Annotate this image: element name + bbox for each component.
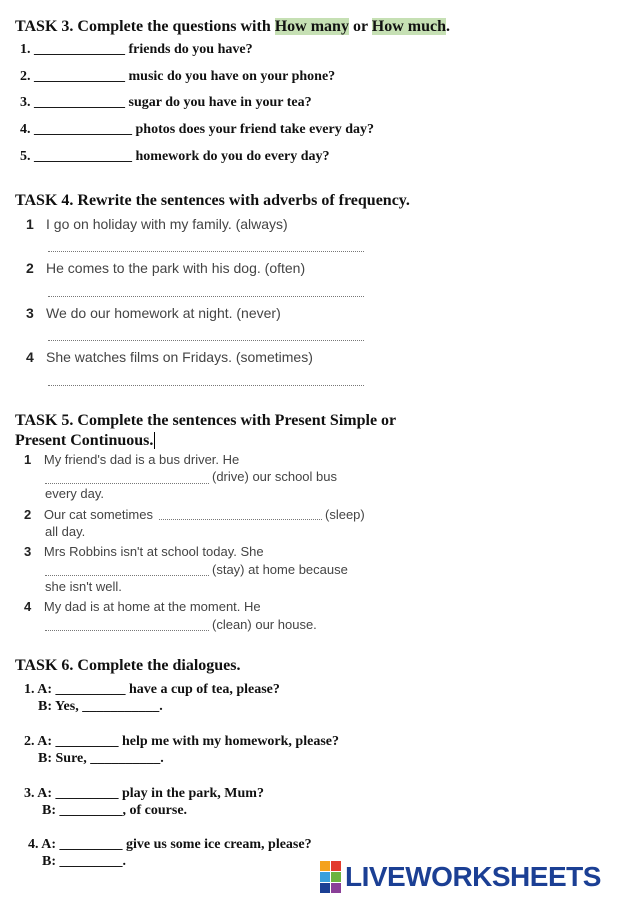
task4-answer-line-2[interactable] — [48, 296, 364, 297]
task5-item-1-line1 — [24, 452, 239, 467]
task5-title-line1: TASK 5. Complete the sentences with Present Simple or — [15, 412, 397, 429]
task4-item-3 — [26, 305, 281, 321]
task5-item-1-line3: every day. — [45, 486, 105, 501]
task6-dialogue-4-a[interactable]: 4. A: _________ give us some ice cream, please? — [28, 837, 312, 852]
task3-question-1[interactable]: 1. _____________ friends do you have? — [20, 42, 253, 57]
task5-item-4-number: 4 — [24, 599, 32, 614]
task3-title — [15, 18, 450, 36]
task6-dialogue-1-a[interactable]: 1. A: __________ have a cup of tea, please? — [24, 682, 280, 697]
liveworksheets-logo — [320, 862, 601, 892]
task5-item-3-verb: (stay) at home because — [212, 562, 348, 577]
task5-item-4-blank[interactable] — [45, 630, 209, 631]
task5-item-4-text: My dad is at home at the moment. He — [43, 599, 261, 614]
task4-answer-line-1[interactable] — [48, 251, 364, 252]
task3-question-2[interactable]: 2. _____________ music do you have on your phone? — [20, 69, 336, 84]
task5-item-2-blank[interactable] — [159, 519, 322, 520]
task5-item-2-line1 — [24, 507, 153, 522]
logo-square — [320, 883, 330, 893]
task3-title-mid: or — [348, 18, 372, 35]
task3-question-3[interactable]: 3. _____________ sugar do you have in your tea? — [20, 95, 312, 110]
task6-dialogue-3-a[interactable]: 3. A: _________ play in the park, Mum? — [24, 786, 264, 801]
task3-question-4[interactable]: 4. ______________ photos does your friend take every day? — [20, 122, 375, 137]
task5-item-3-line1 — [24, 544, 264, 559]
task4-item-2-text: He comes to the park with his dog. (often) — [46, 260, 306, 276]
task3-highlight-how-much: How much — [371, 18, 446, 35]
task6-dialogue-1-b[interactable]: B: Yes, ___________. — [38, 699, 163, 714]
task5-title-line2-text: Present Continuous. — [15, 432, 154, 449]
task6-dialogue-4-b[interactable]: B: _________. — [42, 854, 126, 869]
task5-item-3-text: Mrs Robbins isn't at school today. She — [43, 544, 264, 559]
task5-item-4-line1 — [24, 599, 261, 614]
task6-title: TASK 6. Complete the dialogues. — [15, 657, 241, 674]
logo-mark-icon — [320, 861, 341, 893]
task4-item-4-number: 4 — [26, 349, 34, 365]
logo-square — [331, 883, 341, 893]
task4-item-3-text: We do our homework at night. (never) — [46, 305, 281, 321]
task6-dialogue-3-b[interactable]: B: _________, of course. — [42, 803, 188, 818]
task4-item-1-text: I go on holiday with my family. (always) — [46, 216, 288, 232]
task6-dialogue-2-b[interactable]: B: Sure, __________. — [38, 751, 164, 766]
task5-item-2-number: 2 — [24, 507, 32, 522]
task5-item-3-blank[interactable] — [45, 575, 209, 576]
task4-item-1-number: 1 — [26, 216, 34, 232]
task5-item-1-blank[interactable] — [45, 483, 209, 484]
logo-square — [320, 872, 330, 882]
task4-item-2 — [26, 260, 305, 276]
task5-item-2-line2: all day. — [45, 524, 86, 539]
logo-square — [331, 872, 341, 882]
task3-question-5[interactable]: 5. ______________ homework do you do every day? — [20, 149, 330, 164]
task4-item-4 — [26, 349, 313, 365]
logo-square — [331, 861, 341, 871]
task4-item-1 — [26, 216, 288, 232]
task5-item-2-verb: (sleep) — [325, 507, 365, 522]
text-cursor — [154, 432, 155, 449]
task3-title-prefix: TASK 3. Complete the questions with — [15, 18, 275, 35]
task5-title-line2 — [15, 432, 155, 450]
task3-title-end: . — [446, 18, 450, 35]
task4-item-3-number: 3 — [26, 305, 34, 321]
task5-item-2-text: Our cat sometimes — [43, 507, 153, 522]
task5-item-3-line3: she isn't well. — [45, 579, 122, 594]
task4-answer-line-4[interactable] — [48, 385, 364, 386]
logo-square — [320, 861, 330, 871]
task5-item-3-number: 3 — [24, 544, 32, 559]
task5-item-4-verb: (clean) our house. — [212, 617, 317, 632]
task4-title: TASK 4. Rewrite the sentences with adverbs of frequency. — [15, 192, 410, 209]
task4-item-4-text: She watches films on Fridays. (sometimes) — [46, 349, 313, 365]
task4-item-2-number: 2 — [26, 260, 34, 276]
task5-item-1-verb: (drive) our school bus — [212, 469, 337, 484]
task5-item-1-number: 1 — [24, 452, 32, 467]
task3-highlight-how-many: How many — [274, 18, 349, 35]
logo-text: LIVEWORKSHEETS — [345, 861, 601, 892]
task4-answer-line-3[interactable] — [48, 340, 364, 341]
task6-dialogue-2-a[interactable]: 2. A: _________ help me with my homework, please? — [24, 734, 339, 749]
task5-item-1-text: My friend's dad is a bus driver. He — [43, 452, 240, 467]
